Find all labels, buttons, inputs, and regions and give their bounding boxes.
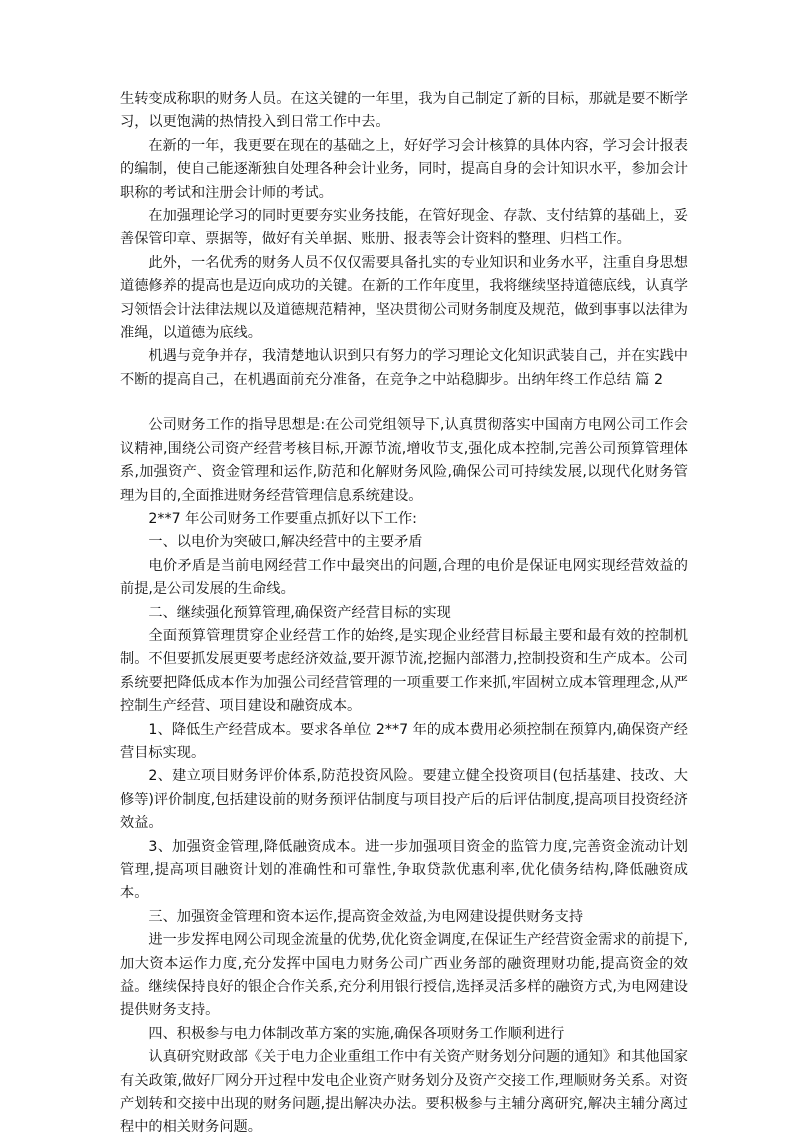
- paragraph-business-skills: 在加强理论学习的同时更要夯实业务技能，在管好现金、存款、支付结算的基础上，妥善保管印章、票据等，做好有关单据、账册、报表等会计资料的整理、归档工作。: [120, 208, 688, 248]
- paragraph-new-year-goals: 在新的一年，我更要在现在的基础之上，好好学习会计核算的具体内容，学习会计报表的编制，使自己能逐渐独自处理各种会计业务，同时，提高自身的会计知识水平，参加会计职称的考试和注册会计师的考试。: [120, 137, 688, 201]
- item-reduce-costs: 1、降低生产经营成本。要求各单位 2**7 年的成本费用必须控制在预算内,确保资产经营目标实现。: [120, 721, 688, 761]
- heading-capital-operation: 三、加强资金管理和资本运作,提高资金效益,为电网建设提供财务支持: [148, 908, 584, 925]
- paragraph-capital-operation: 进一步发挥电网公司现金流量的优势,优化资金调度,在保证生产经营资金需求的前提下,加大资本运作力度,充分发挥中国电力财务公司广西业务部的融资理财功能,提高资金的效益。继续保持良好的银企合作关系,充分利用银行授信,选择灵活多样的融资方式,为电网建设提供财务支持。: [120, 932, 688, 1019]
- paragraph-ethics: 此外，一名优秀的财务人员不仅仅需要具备扎实的专业知识和业务水平，注重自身思想道德修养的提高也是迈向成功的关键。在新的工作年度里，我将继续坚持道德底线，认真学习领悟会计法律法规以及道德规范精神，坚决贯彻公司财务制度及规范，做到事事以法律为准绳，以道德为底线。: [120, 254, 688, 342]
- paragraph-key-tasks: 2**7 年公司财务工作要重点抓好以下工作:: [148, 510, 417, 527]
- paragraph-electricity-price: 电价矛盾是当前电网经营工作中最突出的问题,合理的电价是保证电网实现经营效益的前提,是公司发展的生命线。: [120, 557, 688, 598]
- heading-electricity-price: 一、以电价为突破口,解决经营中的主要矛盾: [148, 534, 423, 551]
- paragraph-continuation: 生转变成称职的财务人员。在这关键的一年里，我为自己制定了新的目标，那就是要不断学习，以更饱满的热情投入到日常工作中去。: [120, 91, 688, 131]
- document-page: [120, 88, 688, 1140]
- item-project-evaluation: 2、建立项目财务评价体系,防范投资风险。要建立健全投资项目(包括基建、技改、大修等)评价制度,包括建设前的财务预评估制度与项目投产后的后评估制度,提高项目投资经济效益。: [120, 768, 688, 832]
- section-gap: [120, 392, 688, 414]
- item-fund-management: 3、加强资金管理,降低融资成本。进一步加强项目资金的监管力度,完善资金流动计划管理,提高项目融资计划的准确性和可靠性,争取贷款优惠利率,优化债务结构,降低融资成本。: [120, 838, 688, 902]
- heading-budget-management: 二、继续强化预算管理,确保资产经营目标的实现: [148, 604, 451, 621]
- paragraph-budget-management: 全面预算管理贯穿企业经营工作的始终,是实现企业经营目标最主要和最有效的控制机制。不但要抓发展更要考虑经济效益,要开源节流,挖掘内部潜力,控制投资和生产成本。公司系统要把降低成本作为加强公司经营管理的一项重要工作来抓,牢固树立成本管理理念,从严控制生产经营、项目建设和融资成本。: [120, 627, 688, 715]
- paragraph-system-reform: 认真研究财政部《关于电力企业重组工作中有关资产财务划分问题的通知》和其他国家有关政策,做好厂网分开过程中发电企业资产财务划分及资产交接工作,理顺财务关系。对资产划转和交接中出现的财务问题,提出解决办法。要积极参与主辅分离研究,解决主辅分离过程中的相关财务问题。: [120, 1049, 688, 1136]
- paragraph-opportunity: 机遇与竞争并存，我清楚地认识到只有努力的学习理论文化知识武装自己，并在实践中不断的提高自己，在机遇面前充分准备，在竞争之中站稳脚步。出纳年终工作总结 篇 2: [120, 348, 688, 388]
- heading-system-reform: 四、积极参与电力体制改革方案的实施,确保各项财务工作顺利进行: [148, 1025, 565, 1042]
- paragraph-guiding-ideology: 公司财务工作的指导思想是:在公司党组领导下,认真贯彻落实中国南方电网公司工作会议精神,围绕公司资产经营考核目标,开源节流,增收节支,强化成本控制,完善公司预算管理体系,加强资产、资金管理和运作,防范和化解财务风险,确保公司可持续发展,以现代化财务管理为目的,全面推进财务经营管理信息系统建设。: [120, 417, 688, 504]
